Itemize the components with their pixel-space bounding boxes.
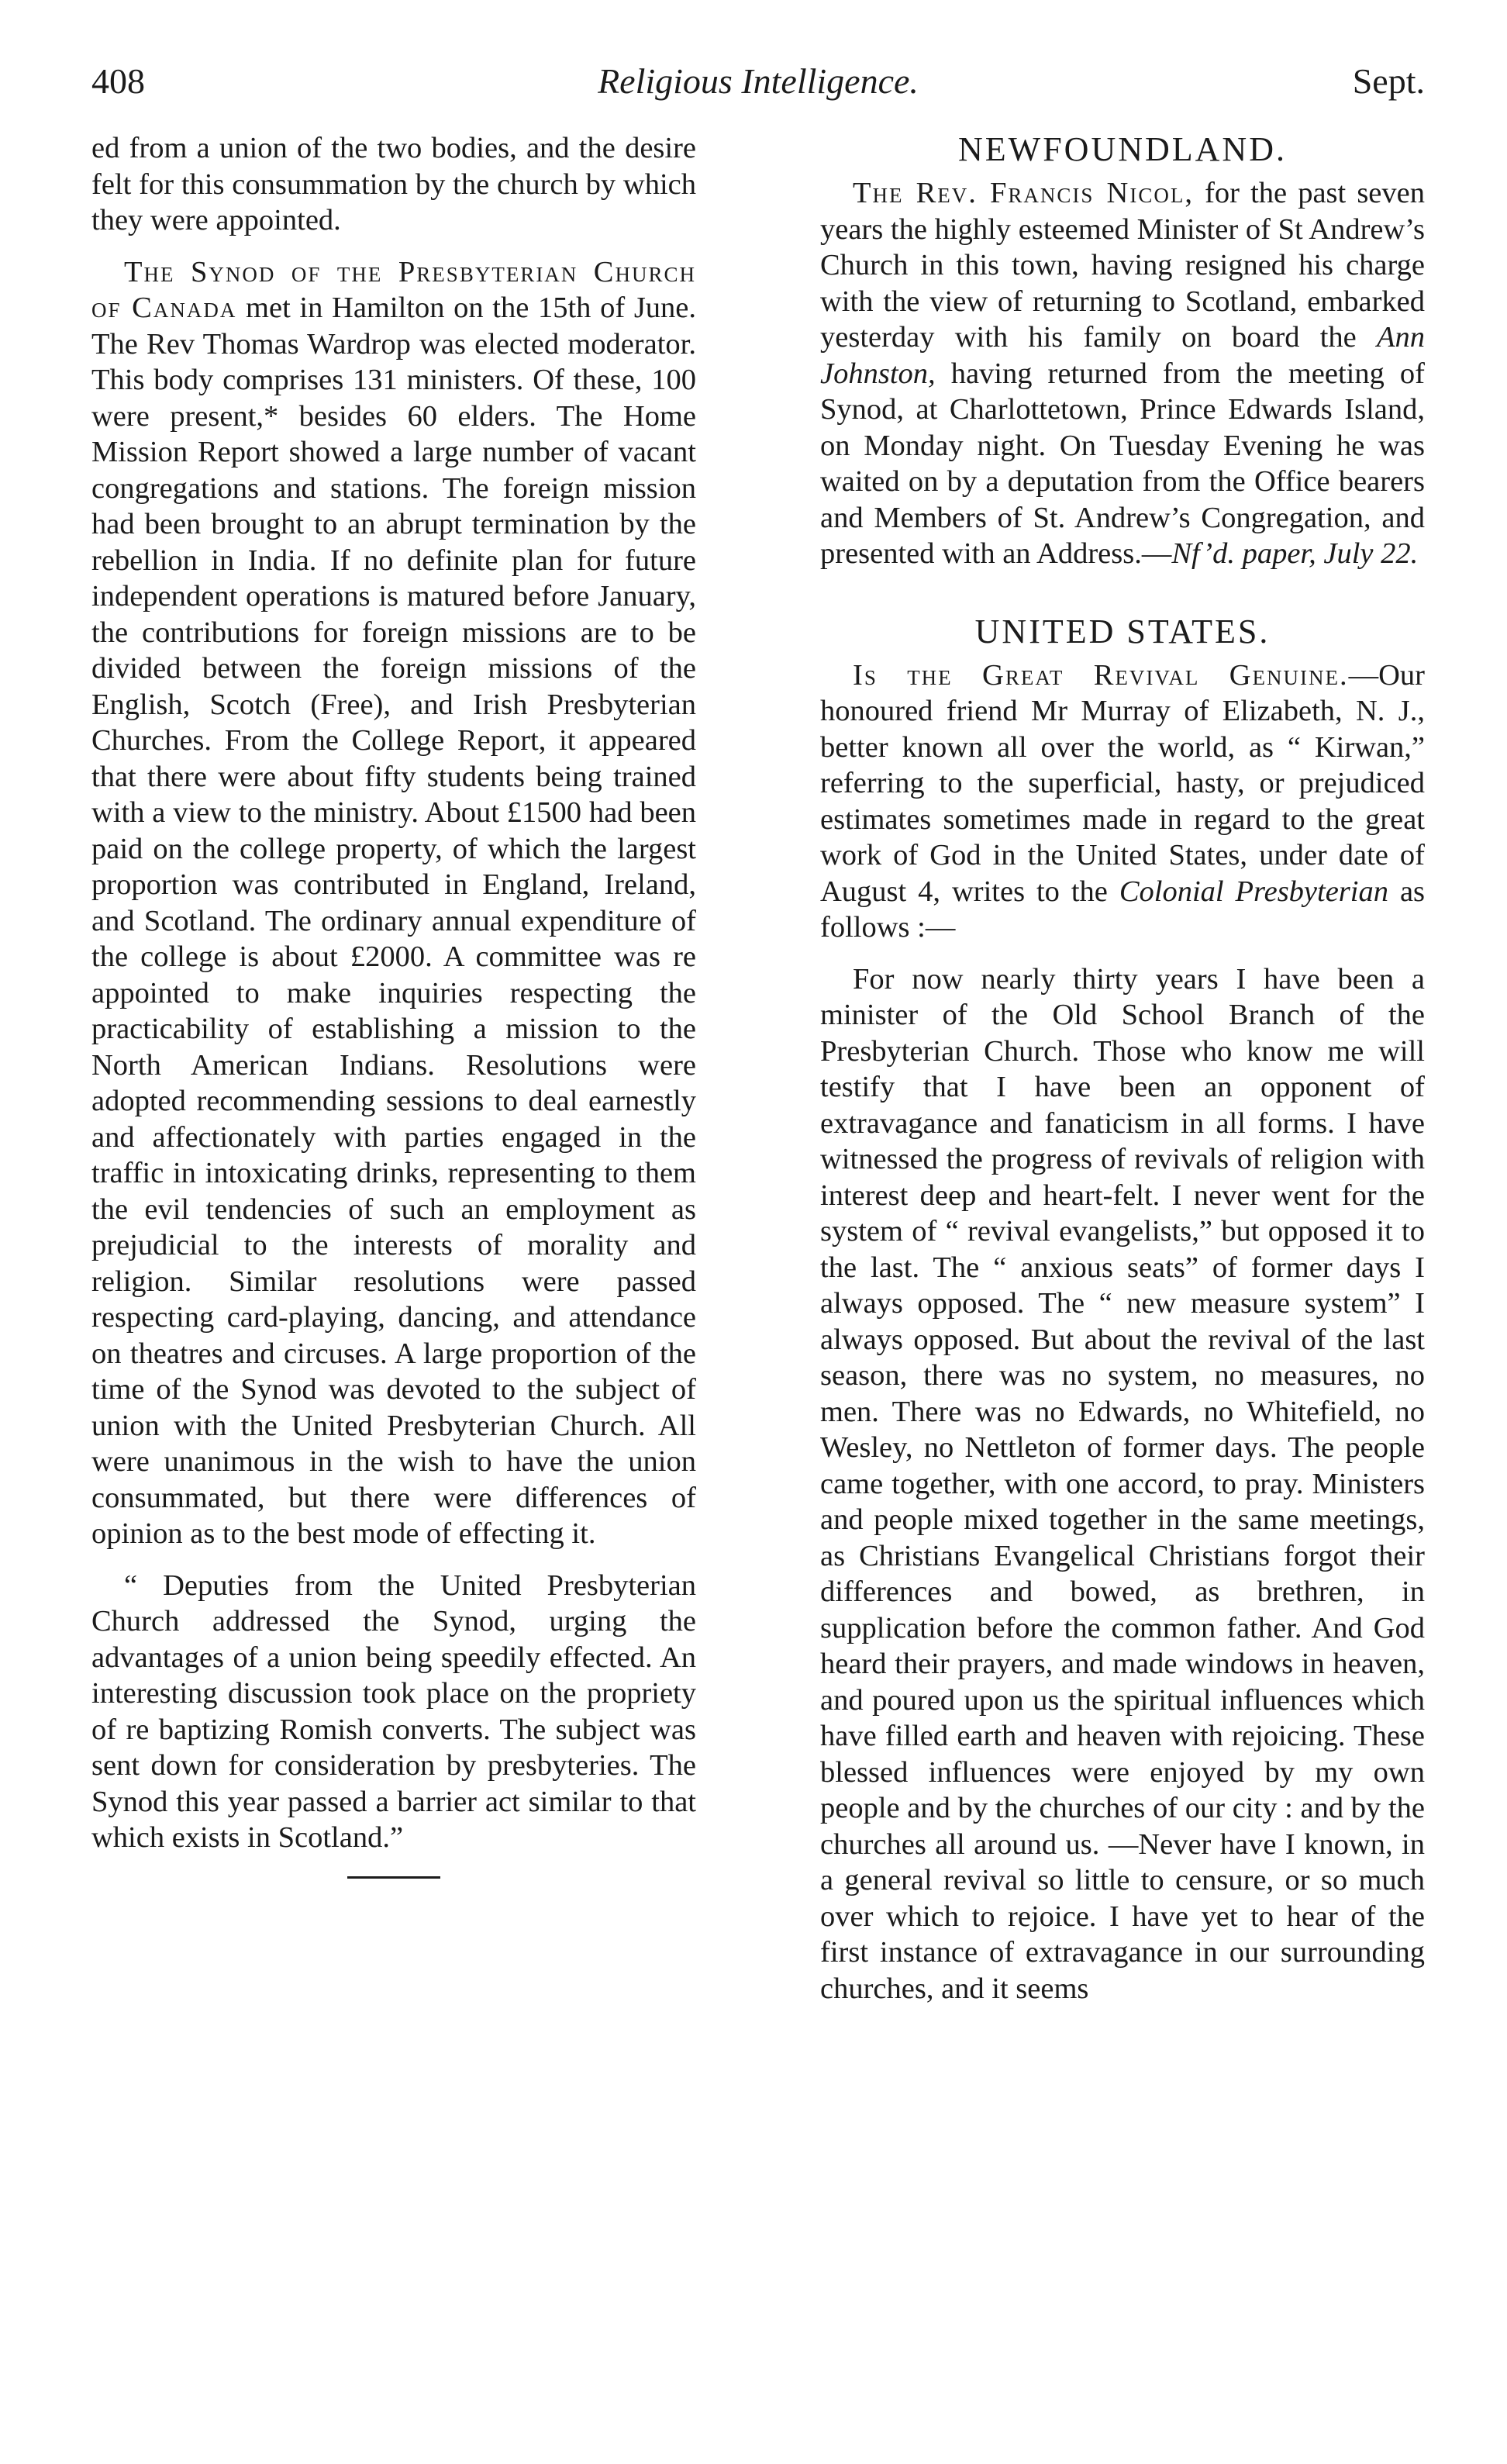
paragraph-lead-in: The Rev. Francis Nicol, bbox=[853, 177, 1194, 209]
paragraph-revival bbox=[820, 657, 1425, 946]
page-number: 408 bbox=[91, 61, 145, 101]
paragraph-synod-canada bbox=[91, 254, 696, 1552]
paragraph-body: for the past seven years the highly esteemed Minister of St Andrew’s Church in this town, having resigned his charge with the view of returning to Scotland, embarked yesterday with his family on board the bbox=[820, 177, 1425, 354]
newspaper-name: Colonial Presbyterian bbox=[1119, 875, 1388, 908]
paragraph-body: —Our honoured friend Mr Murray of Elizabeth, N. J., better known all over the world, as “ Kirwan,” referring to the superficial, hasty, or prejudiced estimates sometimes made in regard to the great work of God in the United States, under date of August 4, writes to the bbox=[820, 658, 1425, 908]
paragraph-continued: ed from a union of the two bodies, and the desire felt for this consummation by the church by which they were appointed. bbox=[91, 132, 696, 236]
left-column bbox=[91, 130, 696, 2022]
paragraph-lead-in: The Synod of the Presbyterian Church of Canada bbox=[91, 255, 696, 324]
text-columns bbox=[91, 130, 1425, 2022]
paragraph-body: met in Hamilton on the 15th of June. The Rev Thomas Wardrop was elected moderator. This body comprises 131 ministers. Of these, 100 were present,* besides 60 elders. The Home Mission Report showed a large number of vacant congregations and stations. The foreign mission had been brought to an abrupt termination by the rebellion in India. If no definite plan for future independent operations is matured before January, the contributions for foreign missions are to be divided between the foreign missions of the English, Scotch (Free), and Irish Presbyterian Churches. From the College Report, it appeared that there were about fifty students being trained with a view to the ministry. About £1500 had been paid on the college property, of which the largest proportion was contributed in England, Ireland, and Scotland. The ordinary annual expenditure of the college is about £2000. A committee was re appointed to make inquiries respecting the practicability of establishing a mission to the North American Indians. Resolutions were adopted recommending sessions to deal earnestly and affectionately with parties engaged in the traffic in intoxicating drinks, representing to them the evil tendencies of such an employment as prejudicial to the interests of morality and religion. Similar resolutions were passed respecting card-playing, dancing, and attendance on theatres and circuses. A large proportion of the time of the Synod was devoted to the subject of union with the United Presbyterian Church. All were unanimous in the wish to have the union consummated, but there were differences of opinion as to the best mode of effecting it. bbox=[91, 292, 697, 1550]
right-column bbox=[820, 130, 1425, 2022]
header-month: Sept. bbox=[1352, 61, 1425, 101]
paragraph-deputies-quote: “ Deputies from the United Presbyterian Church addressed the Synod, urging the advantages of a union being speedily effected. An interesting discussion took place on the propriety of re baptizing Romish converts. The subject was sent down for consideration by presbyteries. The Synod this year passed a barrier act similar to that which exists in Scotland.” bbox=[91, 1568, 696, 1854]
ship-name: Ann Johnston, bbox=[820, 321, 1425, 390]
page-header bbox=[91, 50, 1425, 112]
section-divider bbox=[347, 1876, 440, 1879]
heading-united-states: UNITED STATES. bbox=[974, 612, 1271, 651]
paragraph-body: as follows :— bbox=[820, 875, 1426, 944]
running-title: Religious Intelligence. bbox=[598, 61, 919, 101]
paragraph-lead-in: Is the Great Revival Genuine. bbox=[853, 658, 1349, 692]
source-citation: Nf’d. paper, July 22. bbox=[1171, 537, 1419, 570]
paragraph-newfoundland bbox=[820, 175, 1425, 572]
paragraph-body: having returned from the meeting of Synod, at Charlottetown, Prince Edwards Island, on Monday night. On Tuesday Evening he was waited on by a deputation from the Office bearers and Members of St. Andrew’s Congregation, and presented with an Address.— bbox=[820, 357, 1426, 570]
paragraph-murray-quote: For now nearly thirty years I have been a minister of the Old School Branch of the Presbyterian Church. Those who know me will testify that I have been an opponent of extravagance and fanaticism in all forms. I have witnessed the progress of revivals of religion with interest deep and heart-felt. I never went for the system of “ revival evangelists,” but opposed it to the last. The “ anxious seats” of former days I always opposed. The “ new measure system” I always opposed. But about the revival of the last season, there was no system, no measures, no men. There was no Edwards, no Whitefield, no Wesley, no Nettleton of former days. The people came together, with one accord, to pray. Ministers and people mixed together in the same meetings, as Christians Evangelical Christians forgot their differences and bowed, as brethren, in supplication before the common father. And God heard their prayers, and made windows in heaven, and poured upon us the spiritual influences which have filled earth and heaven with rejoicing. These blessed influences were enjoyed by my own people and by the churches of our city : and by the churches all around us. —Never have I known, in a general revival so little to censure, or so much over which to rejoice. I have yet to hear of the first instance of extravagance in our surrounding churches, and it seems bbox=[820, 962, 1425, 2005]
heading-newfoundland: NEWFOUNDLAND. bbox=[958, 130, 1287, 168]
